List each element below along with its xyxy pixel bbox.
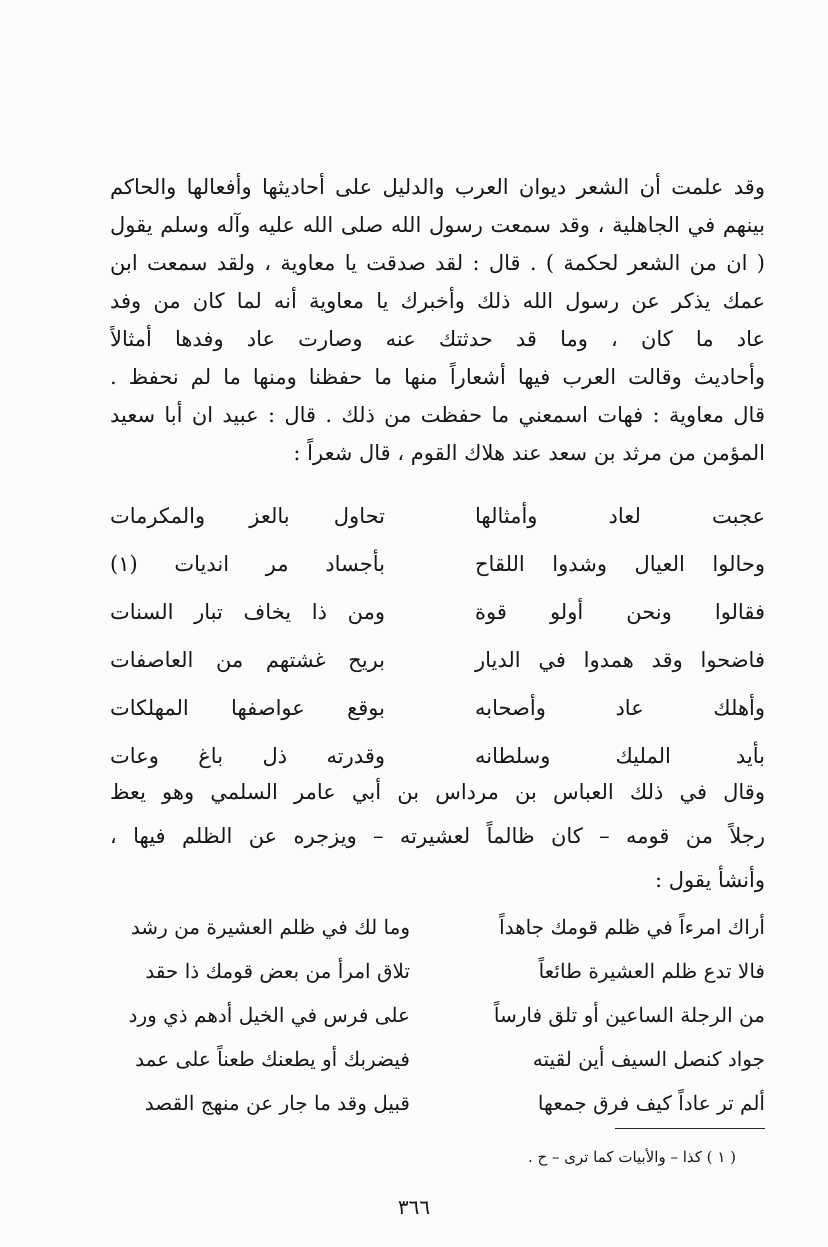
second-hemistich: بوقع عواصفها المهلكات	[110, 696, 385, 720]
footnote-divider	[615, 1128, 765, 1129]
first-hemistich: ألم تر عاداً كيف فرق جمعها	[537, 1091, 765, 1115]
poem-verse	[110, 636, 765, 684]
first-hemistich: وحالوا العيال وشدوا اللقاح	[475, 552, 765, 576]
first-hemistich: عجبت لعاد وأمثالها	[475, 504, 765, 528]
first-hemistich: بأيد المليك وسلطانه	[475, 744, 765, 768]
second-hemistich: وما لك في ظلم العشيرة من رشد	[130, 915, 410, 939]
poem-verse	[110, 1081, 765, 1125]
opening-paragraph	[110, 168, 765, 472]
first-hemistich: وأهلك عاد وأصحابه	[475, 696, 765, 720]
poem-verse	[110, 949, 765, 993]
second-hemistich: بريح غشتهم من العاصفات	[110, 648, 385, 672]
poem-verse	[110, 540, 765, 588]
text-line: وقال في ذلك العباس بن مرداس بن أبي عامر السلمي وهو يعظ	[110, 780, 765, 804]
footnote: ( ١ ) كذا – والأبيات كما ترى – ح .	[527, 1148, 736, 1166]
poem-first	[110, 492, 765, 780]
poem-verse	[110, 492, 765, 540]
first-hemistich: فقالوا ونحن أولو قوة	[475, 600, 765, 624]
poem-verse	[110, 993, 765, 1037]
second-hemistich: على فرس في الخيل أدهم ذي ورد	[128, 1003, 410, 1027]
text-line: عاد ما كان ، وما قد حدثتك عنه وصارت عاد وفدها أمثالاً	[110, 327, 765, 351]
first-hemistich: أراك امرءاً في ظلم قومك جاهداً	[499, 915, 765, 939]
text-line: قال معاوية : فهات اسمعني ما حفظت من ذلك . قال : عبيد ان أبا سعيد	[110, 403, 765, 427]
first-hemistich: من الرجلة الساعين أو تلق فارساً	[493, 1003, 765, 1027]
first-hemistich: فالا تدع ظلم العشيرة طائعاً	[538, 959, 765, 983]
poem-verse	[110, 684, 765, 732]
first-hemistich: فاضحوا وقد همدوا في الديار	[475, 648, 765, 672]
text-line: رجلاً من قومه – كان ظالماً لعشيرته – ويزجره عن الظلم فيها ،	[110, 824, 765, 848]
first-hemistich: جواد كنصل السيف أين لقيته	[532, 1047, 765, 1071]
second-hemistich: بأجساد مر انديات (١)	[110, 552, 385, 576]
poem-verse	[110, 1037, 765, 1081]
text-line: بينهم في الجاهلية ، وقد سمعت رسول الله صلى الله عليه وآله وسلم يقول	[110, 213, 765, 237]
second-hemistich: فيضربك أو يطعنك طعناً على عمد	[135, 1047, 410, 1071]
second-paragraph	[110, 770, 765, 902]
poem-second	[110, 905, 765, 1125]
second-hemistich: تلاق امرأ من بعض قومك ذا حقد	[145, 959, 410, 983]
second-hemistich: قبيل وقد ما جار عن منهج القصد	[144, 1091, 410, 1115]
poem-verse	[110, 588, 765, 636]
page-number: ٣٦٦	[397, 1195, 431, 1219]
second-hemistich: تحاول بالعز والمكرمات	[110, 504, 385, 528]
text-line: ( ان من الشعر لحكمة ) . قال : لقد صدقت يا معاوية ، ولقد سمعت ابن	[110, 251, 765, 275]
text-line: عمك يذكر عن رسول الله ذلك وأخبرك يا معاوية أنه لما كان من وفد	[110, 289, 765, 313]
second-hemistich: وقدرته ذل باغ وعات	[110, 744, 385, 768]
text-line: وأحاديث وقالت العرب فيها أشعاراً منها ما حفظنا ومنها ما لم نحفظ .	[110, 365, 765, 389]
poem-verse	[110, 905, 765, 949]
second-hemistich: ومن ذا يخاف تبار السنات	[110, 600, 385, 624]
text-line: المؤمن من مرثد بن سعد عند هلاك القوم ، قال شعراً :	[293, 441, 765, 465]
text-line: وأنشأ يقول :	[655, 868, 765, 892]
text-line: وقد علمت أن الشعر ديوان العرب والدليل على أحاديثها وأفعالها والحاكم	[110, 175, 765, 199]
